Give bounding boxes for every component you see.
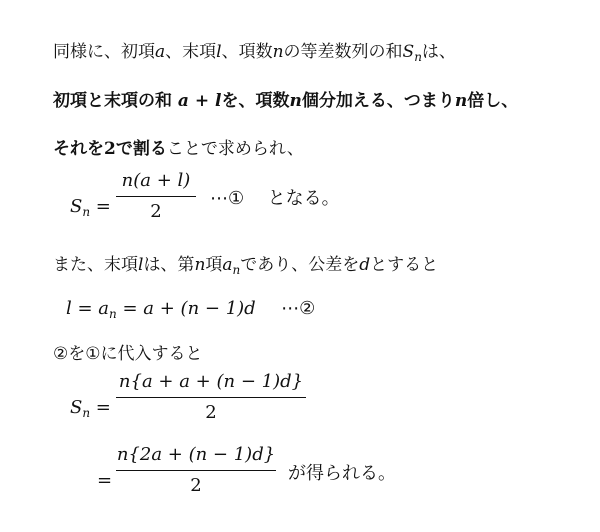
var-l: l xyxy=(216,42,222,62)
var-S: S xyxy=(70,196,83,217)
equals-sign: = xyxy=(97,470,113,491)
paragraph-line-1 xyxy=(53,41,456,68)
text: ②を①に代入すると xyxy=(53,344,203,364)
var-l: l xyxy=(66,298,72,319)
var-n: n xyxy=(289,91,302,111)
text: 項 xyxy=(205,255,223,275)
equation-1-tail xyxy=(210,188,340,210)
marker-circled-1: ⋯① xyxy=(210,188,245,209)
expr-a-plus-l: a + l xyxy=(177,91,222,111)
subscript-n: n xyxy=(109,307,117,321)
text: となる。 xyxy=(267,188,340,209)
fraction-3 xyxy=(116,371,306,424)
var-l: l xyxy=(138,255,144,275)
denominator: 2 xyxy=(190,475,202,496)
paragraph-line-5 xyxy=(53,343,202,365)
text: とすると xyxy=(370,255,439,275)
var-a: a xyxy=(222,255,233,275)
fraction-bar xyxy=(116,470,276,471)
var-d: d xyxy=(359,255,371,275)
text: 、末項 xyxy=(165,42,217,62)
denominator: 2 xyxy=(205,402,217,423)
equation-4-tail xyxy=(288,463,396,485)
fraction-bar xyxy=(116,196,196,197)
equation-1-lhs xyxy=(70,196,111,223)
text: 、項数 xyxy=(221,42,273,62)
numerator: n{2a + (n − 1)d} xyxy=(116,444,276,465)
paragraph-line-4 xyxy=(53,254,438,281)
fraction-bar xyxy=(116,397,306,398)
fraction-1 xyxy=(116,170,196,223)
paragraph-line-2 xyxy=(53,90,518,112)
text: ことで求められ、 xyxy=(166,139,304,159)
equation-rhs: = a + (n − 1)d xyxy=(116,298,256,319)
equals-sign: = xyxy=(71,298,99,319)
numerator: n(a + l) xyxy=(121,170,191,191)
text: 初項と末項の和 xyxy=(53,91,178,111)
equation-2 xyxy=(66,298,315,325)
fraction-4 xyxy=(116,444,276,497)
subscript-n: n xyxy=(82,205,91,219)
paragraph-line-3 xyxy=(53,138,304,160)
var-n: n xyxy=(454,91,468,111)
var-S: S xyxy=(402,42,415,62)
text: であり、公差を xyxy=(240,255,360,275)
subscript-n: n xyxy=(82,406,91,420)
var-n: n xyxy=(194,255,206,275)
text: 個分加える、つまり xyxy=(301,91,455,111)
equation-4-lhs xyxy=(97,470,112,492)
text: 倍し、 xyxy=(467,91,519,111)
text: が得られる。 xyxy=(288,463,396,484)
text: は、第 xyxy=(143,255,195,275)
text-bold: で割る xyxy=(115,139,167,159)
subscript-n: n xyxy=(232,263,241,277)
var-a: a xyxy=(155,42,166,62)
text-bold: それを xyxy=(53,139,104,159)
marker-circled-2: ⋯② xyxy=(281,298,316,319)
var-a: a xyxy=(98,298,110,319)
number-2: 2 xyxy=(104,139,116,159)
equals-sign: = xyxy=(90,196,111,217)
numerator: n{a + a + (n − 1)d} xyxy=(118,371,304,392)
equation-3-lhs xyxy=(70,397,111,424)
text: は、 xyxy=(421,42,456,62)
text: 同様に、初項 xyxy=(53,42,155,62)
text: の等差数列の和 xyxy=(283,42,403,62)
var-n: n xyxy=(272,42,284,62)
denominator: 2 xyxy=(150,201,162,222)
subscript-n: n xyxy=(414,50,422,64)
equals-sign: = xyxy=(90,397,111,418)
text: また、末項 xyxy=(53,255,138,275)
text: を、項数 xyxy=(221,91,290,111)
var-S: S xyxy=(70,397,83,418)
